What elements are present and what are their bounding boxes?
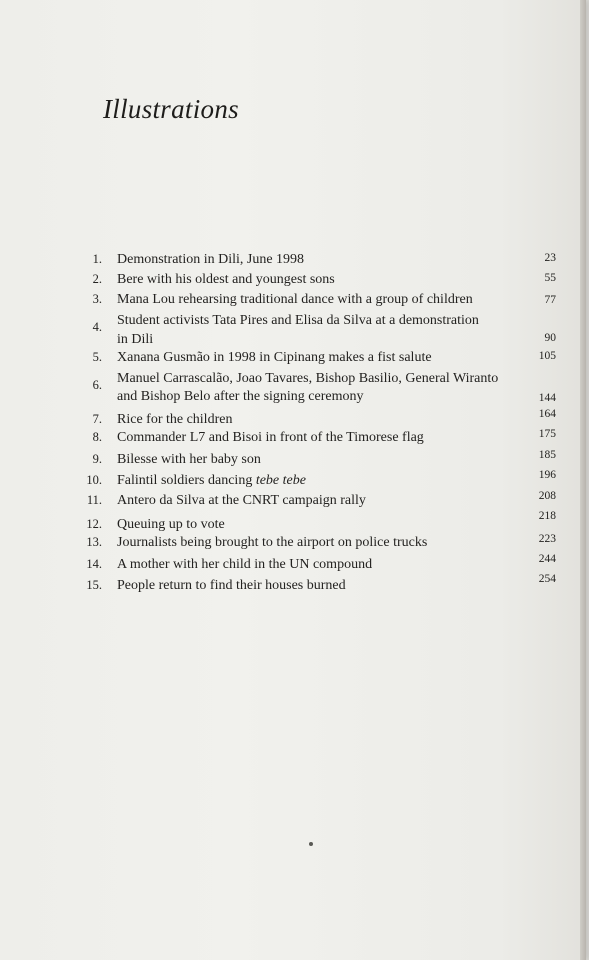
item-number: 8. [92,430,102,444]
item-caption: Xanana Gusmão in 1998 in Cipinang makes a fist salute [117,350,432,365]
item-number: 11. [86,493,102,507]
item-number: 4. [92,320,102,334]
item-caption: Demonstration in Dili, June 1998 [117,252,305,267]
item-page: 144 [538,392,556,404]
item-page: 105 [538,350,556,362]
item-number: 12. [86,517,102,531]
item-caption: A mother with her child in the UN compound [117,557,373,572]
item-page: 218 [538,510,556,522]
item-caption: Bilesse with her baby son [117,452,261,467]
item-number: 15. [86,578,102,592]
item-caption-line2: in Dili [117,332,154,347]
item-page: 208 [538,490,556,502]
page-edge [580,0,586,960]
item-number: 7. [92,412,102,426]
caption-text: Falintil soldiers dancing [117,473,256,488]
item-page: 244 [538,553,556,565]
item-page: 175 [538,428,556,440]
item-page: 90 [544,332,556,344]
item-number: 9. [92,452,102,466]
item-page: 196 [538,469,556,481]
item-number: 2. [92,272,102,286]
item-caption-line2: and Bishop Belo after the signing ceremony [117,389,364,404]
item-caption: Rice for the children [117,412,233,427]
item-number: 14. [86,557,102,571]
item-page: 77 [544,294,556,306]
item-number: 6. [92,378,102,392]
item-caption: People return to find their houses burned [117,578,346,593]
item-caption: Bere with his oldest and youngest sons [117,272,335,287]
item-number: 5. [92,350,102,364]
item-number: 3. [92,292,102,306]
item-page: 55 [544,272,556,284]
item-page: 223 [538,533,556,545]
item-caption: Manuel Carrascalão, Joao Tavares, Bishop Basilio, General Wiranto [117,371,499,386]
item-page: 185 [538,449,556,461]
item-number: 1. [92,252,102,266]
item-caption: Queuing up to vote [117,517,225,532]
item-caption: Student activists Tata Pires and Elisa da Silva at a demonstration [117,313,479,328]
item-caption [117,471,507,491]
page-title: Illustrations [103,94,239,124]
item-page: 23 [544,252,556,264]
item-caption: Mana Lou rehearsing traditional dance with a group of children [117,292,473,307]
item-page: 164 [538,408,556,420]
item-caption: Journalists being brought to the airport on police trucks [117,535,428,550]
caption-italic: tebe tebe [255,473,306,488]
item-caption: Commander L7 and Bisoi in front of the Timorese flag [117,430,424,445]
item-caption: Antero da Silva at the CNRT campaign rally [117,493,366,508]
ink-dot [309,842,313,846]
item-number: 13. [86,535,102,549]
item-page: 254 [538,573,556,585]
item-number: 10. [86,473,102,487]
